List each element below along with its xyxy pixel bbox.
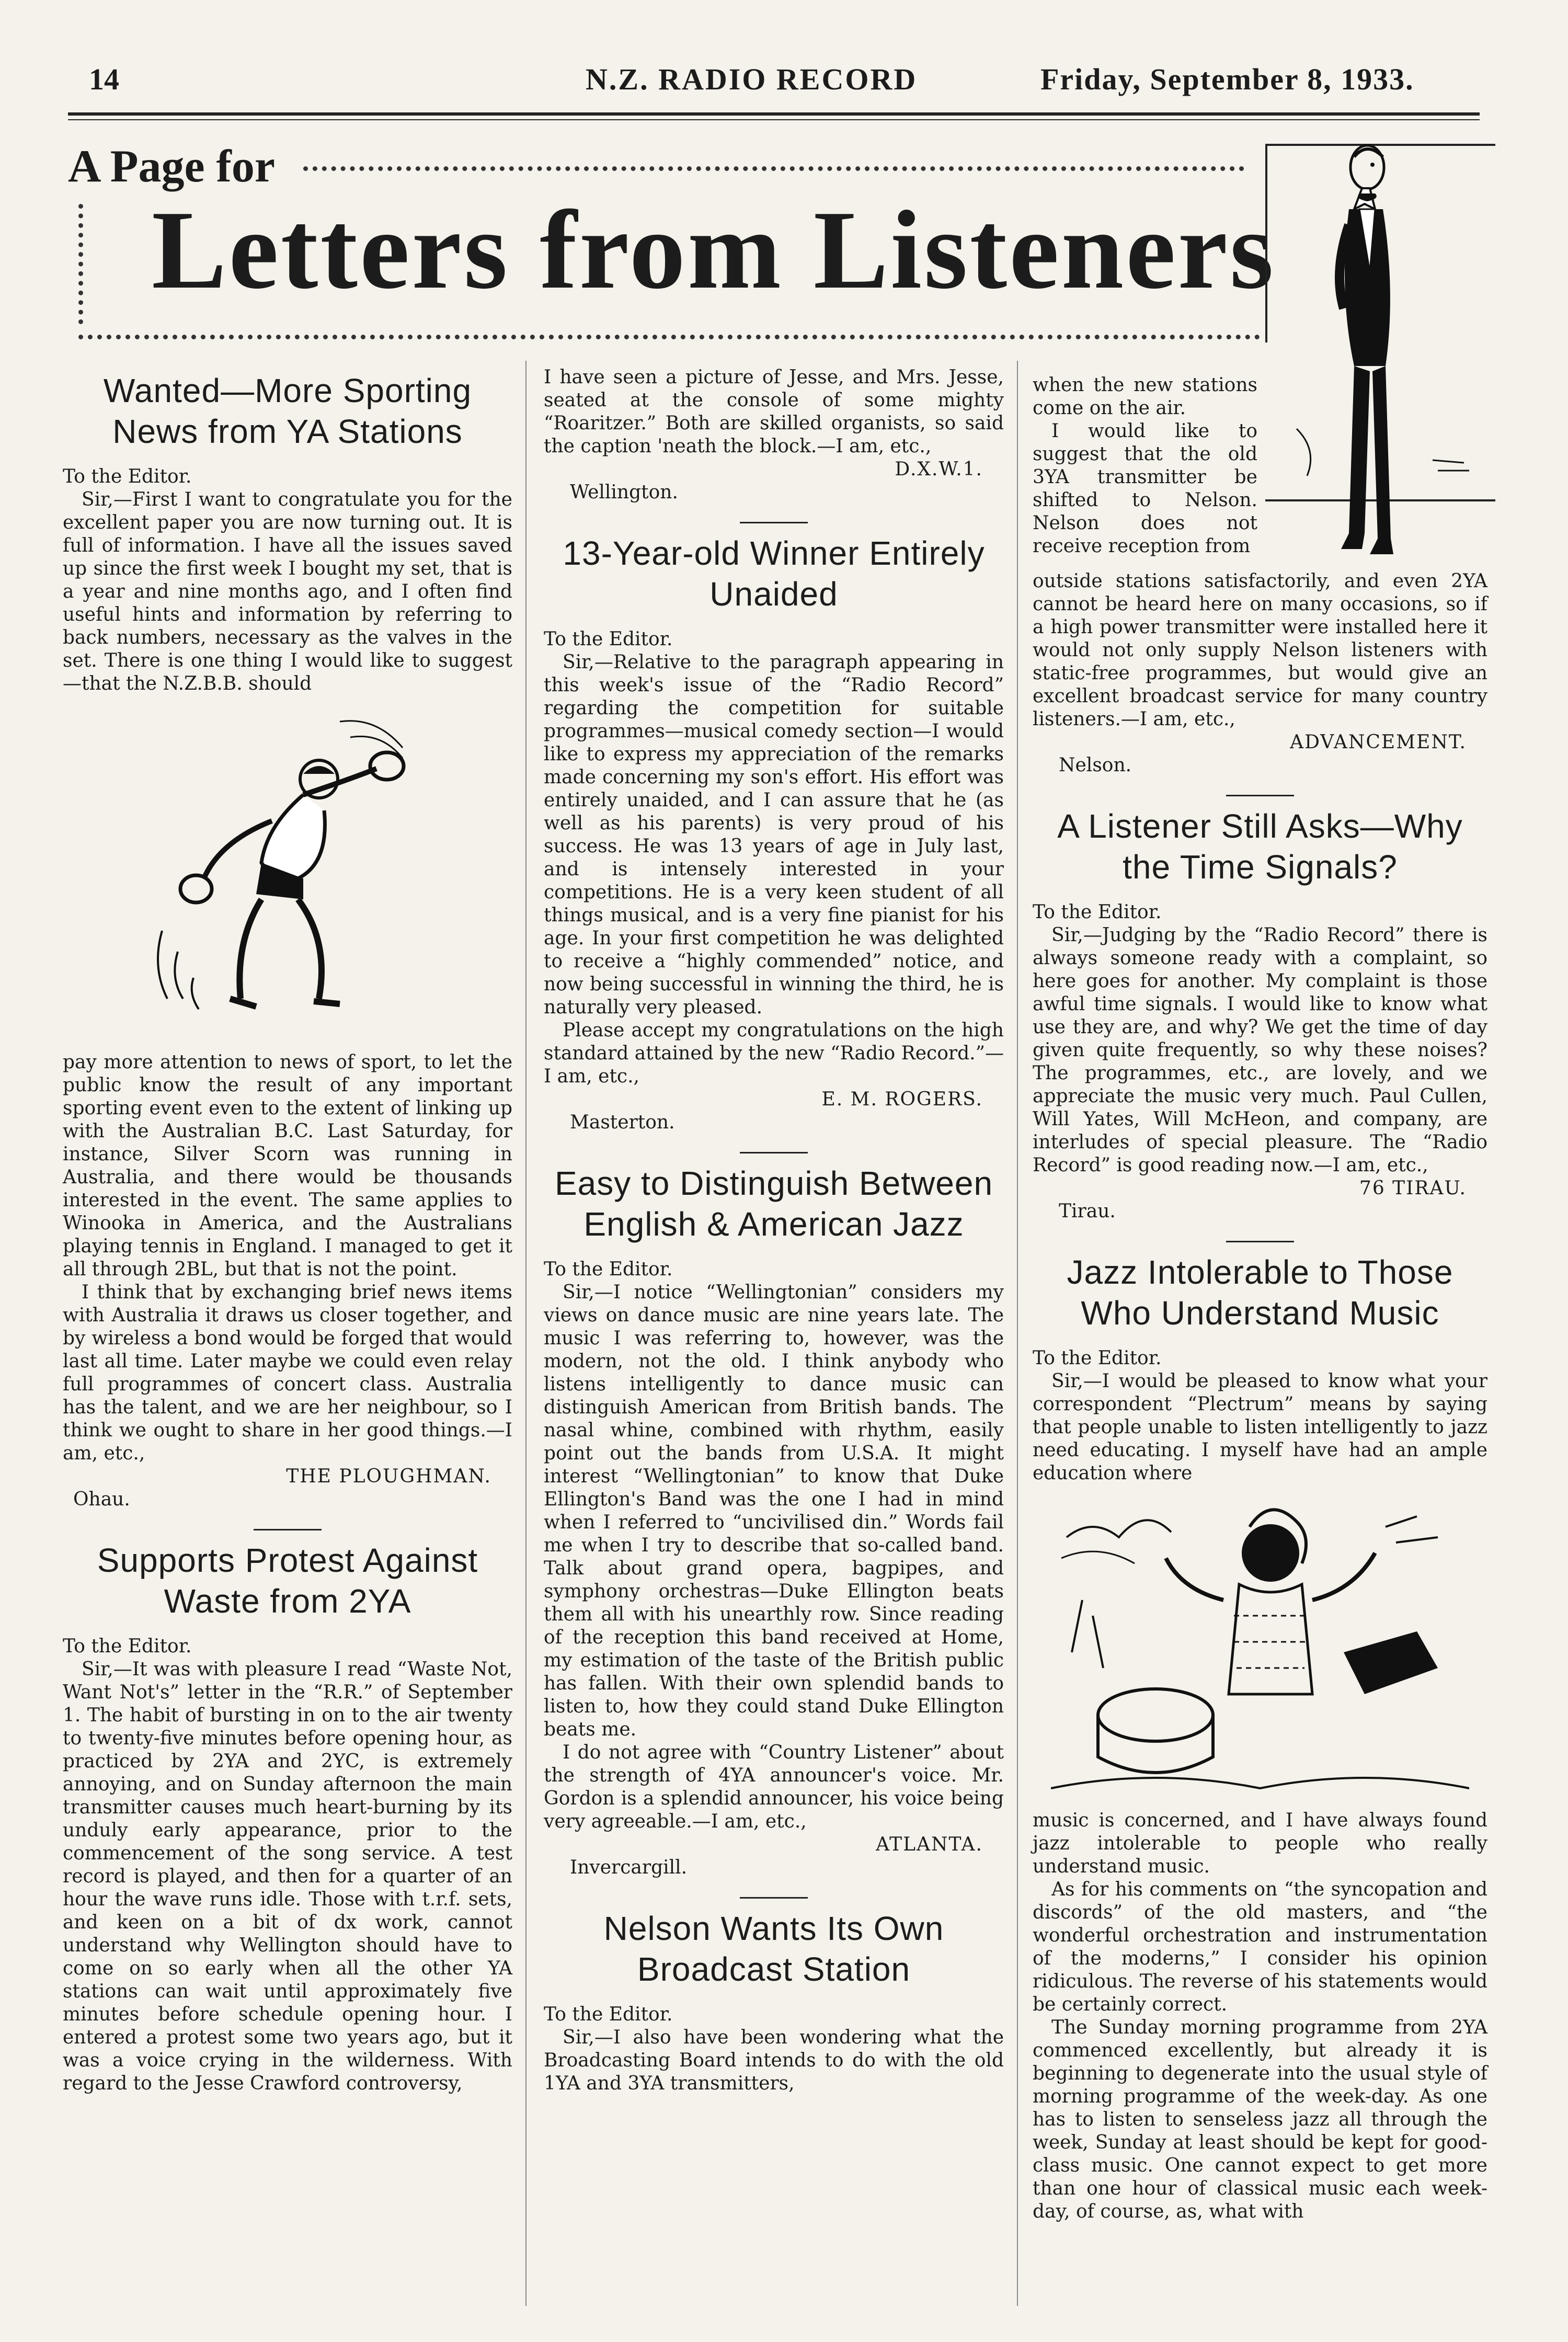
letter-6-salutation: To the Editor. [1033, 901, 1162, 923]
page-number: 14 [89, 62, 119, 96]
column-3-narrow [1033, 374, 1257, 558]
header-rule [68, 112, 1480, 116]
letter-7-salutation: To the Editor. [1033, 1347, 1162, 1369]
letter-5-place: Nelson. [1059, 755, 1132, 776]
banner-kicker: A Page for [68, 141, 275, 192]
letter-7-headline: Jazz Intolerable to Those Who Understand Music [1067, 1253, 1453, 1332]
letter-4-paragraph: Sir,—I notice “Wellingtonian” considers my views on dance music are nine years late. The music I was referring to, however, was the modern, not the old. I think anybody who listens intelligently to dance music can distinguish American from British bands. The nasal whine, combined with rhythm, easily point out the bands from U.S.A. It might interest “Wellingtonian” to know that Duke Ellington's Band was the one I had in mind when I referred to “uncivilised din.” Words fail me when I try to describe that so-called band. Talk about grand opera, bagpipes, and symphony orchestras—Duke Ellington beats them all with his unearthly row. Since reading of the reception this band received at Home, my estimation of the taste of the British public has fallen. With their own splendid bands to listen to, how they could stand Duke Ellington beats me. [544, 1282, 1004, 1740]
letter-5-continuation: I would like to suggest that the old 3YA transmitter be shifted to Nelson. Nelson does not receive reception from [1033, 420, 1257, 557]
listener-gentleman-illustration [1276, 136, 1495, 586]
letter-4-headline: Easy to Distinguish Between English & American Jazz [554, 1164, 993, 1243]
banner-title: Letters from Listeners [152, 187, 1276, 312]
banner-frame-left [1265, 144, 1267, 342]
letter-3-signature: E. M. ROGERS. [821, 1089, 983, 1110]
letter-2-paragraph: Sir,—It was with pleasure I read “Waste Not, Want Not's” letter in the “R.R.” of September 1. The habit of bursting in on to the air twenty to twenty-five minutes before opening hour, as practiced by 2YA and 2YC, is extremely annoying, and on Sunday afternoon the main transmitter causes much heart-burning by its unduly early appearance, prior to the commencement of the song service. A test record is played, and then for a quarter of an hour the wave runs idle. Those with t.r.f. sets, and keen on a bit of dx work, cannot understand why Wellington should have to come on so early when all the other YA stations can wait until approximately five minutes before schedule opening hour. I entered a protest some two years ago, but it was a voice crying in the wilderness. With regard to the Jesse Crawford controversy, [63, 1659, 512, 2094]
letter-2-headline: Supports Protest Against Waste from 2YA [97, 1541, 478, 1620]
letter-2-salutation: To the Editor. [63, 1636, 192, 1657]
letter-2-place: Wellington. [570, 482, 678, 503]
header-rule-thin [68, 119, 1480, 120]
letter-2-signature: D.X.W.1. [895, 459, 983, 480]
letter-7-paragraph: The Sunday morning programme from 2YA commenced excellently, but already it is beginning to degenerate into the usual style of morning programme of the week-day. As one has to listen to senseless jazz all through the week, Sunday at least should be kept for good-class music. One cannot expect to get more than one hour of classical music each week-day, of course, as, what with [1033, 2017, 1487, 2222]
column-divider [1017, 361, 1018, 2306]
letter-6-signature: 76 TIRAU. [1359, 1178, 1467, 1199]
letter-7-paragraph: As for his comments on “the syncopation and discords” of the old masters, and “the wonderful orchestration and instrumentation of the moderns,” I consider his opinion ridiculous. The reverse of his statements would be certainly correct. [1033, 1879, 1487, 2015]
letter-1-paragraph: pay more attention to news of sport, to let the public know the result of any important sporting event even to the extent of linking up with the Australian B.C. Last Saturday, for instance, Silver Scorn was running in Australia, and there would be thousands interested in the event. The same applies to Winooka in America, and the Australians playing tennis in England. I managed to get it all through 2BL, but that is not the point. [63, 1052, 512, 1280]
jazz-band-illustration [1051, 1495, 1469, 1799]
letter-1-salutation: To the Editor. [63, 466, 192, 487]
letter-5-salutation: To the Editor. [544, 2004, 673, 2025]
letter-6-headline: A Listener Still Asks—Why the Time Signals? [1057, 807, 1463, 886]
publication-name: N.Z. RADIO RECORD [586, 62, 918, 96]
letter-1-headline: Wanted—More Sporting News from YA Stations [103, 372, 472, 450]
letter-2-continuation: I have seen a picture of Jesse, and Mrs. Jesse, seated at the console of some mighty “Roaritzer.” Both are skilled organists, so said the caption 'neath the block.—I am, etc., [544, 367, 1004, 457]
separator-rule [740, 1897, 808, 1899]
letter-5-continuation: outside stations satisfactorily, and even 2YA cannot be heard here on many occasions, so if a high power transmitter were installed here it would not only supply Nelson listeners with static-free programmes, but would give an excellent broadcast service for many country listeners.—I am, etc., [1033, 570, 1487, 730]
letter-4-place: Invercargill. [570, 1857, 688, 1878]
letter-4-paragraph: I do not agree with “Country Listener” about the strength of 4YA announcer's voice. Mr. Gordon is a splendid announcer, his voice being very agreeable.—I am, etc., [544, 1742, 1004, 1832]
letter-5-paragraph: Sir,—I also have been wondering what the Broadcasting Board intends to do with the old 1YA and 3YA transmitters, [544, 2027, 1004, 2094]
column-divider [525, 361, 527, 2306]
letter-7-paragraph: music is concerned, and I have always found jazz intolerable to people who really understand music. [1033, 1810, 1487, 1877]
banner-dotted-rule-bottom [78, 335, 1260, 339]
letter-1-paragraph: I think that by exchanging brief news items with Australia it draws us closer together, and by wireless a bond would be forged that would last all time. Later maybe we could even relay full programmes of concert class. Australia has the talent, and we are her neighbour, so I think we ought to share in her good things.—I am, etc., [63, 1282, 512, 1464]
letter-4-signature: ATLANTA. [876, 1834, 983, 1855]
banner-dotted-rule-top [303, 166, 1244, 171]
letter-3-paragraph: Sir,—Relative to the paragraph appearing in this week's issue of the “Radio Record” regarding the competition for suitable programmes—musical comedy section—I would like to express my appreciation of the remarks made concerning my son's effort. His effort was entirely unaided, and I can assure that he (as well as his parents) is very proud of his success. He was 13 years of age in July last, and is intensely interested in your competitions. He is a very keen student of all things musical, and is a very fine pianist for his age. In your first competition he was delighted to receive a “highly commended” notice, and now being successful in winning the third, he is naturally very pleased. [544, 652, 1004, 1018]
issue-date: Friday, September 8, 1933. [1040, 62, 1414, 96]
letter-3-headline: 13-Year-old Winner Entirely Unaided [563, 534, 985, 613]
letter-3-paragraph: Please accept my congratulations on the high standard attained by the new “Radio Record.”—I am, etc., [544, 1020, 1004, 1087]
letter-6-place: Tirau. [1059, 1201, 1116, 1222]
column-3 [1033, 570, 1487, 2223]
separator-rule [1226, 795, 1294, 796]
letter-5-continuation: when the new stations come on the air. [1033, 374, 1257, 419]
letter-1-place: Ohau. [73, 1489, 130, 1510]
letter-1-paragraph: Sir,—First I want to congratulate you for the excellent paper you are now turning out. It is full of information. I have all the issues saved up since the first week I bought my set, that is a year and nine months ago, and I often find useful hints and information by referring to back numbers, necessary as the valves in the set. There is one thing I would like to suggest—that the N.Z.B.B. should [63, 489, 512, 694]
separator-rule [740, 522, 808, 523]
column-1 [63, 361, 512, 2095]
separator-rule [1226, 1241, 1294, 1242]
letter-5-headline: Nelson Wants Its Own Broadcast Station [603, 1910, 944, 1988]
banner-dotted-rule-left [78, 204, 83, 324]
letter-5-signature: ADVANCEMENT. [1290, 732, 1467, 753]
letter-4-salutation: To the Editor. [544, 1259, 673, 1280]
letter-3-salutation: To the Editor. [544, 629, 673, 650]
boxer-illustration [131, 706, 444, 1041]
letter-7-paragraph: Sir,—I would be pleased to know what your correspondent “Plectrum” means by saying that people unable to listen intelligently to jazz need educating. I myself have had an ample education where [1033, 1370, 1487, 1484]
column-2 [544, 366, 1004, 2095]
letter-1-signature: THE PLOUGHMAN. [286, 1466, 491, 1487]
separator-rule [740, 1152, 808, 1153]
letter-3-place: Masterton. [570, 1112, 675, 1133]
letter-6-paragraph: Sir,—Judging by the “Radio Record” there is always someone ready with a complaint, so here goes for another. My complaint is those awful time signals. I would like to know what use they are, and why? We get the time of day given quite frequently, so why these noises? The programmes, etc., are lovely, and we appreciate the music very much. Paul Cullen, Will Yates, Will McHeon, and company, are interludes of special pleasure. The “Radio Record” is good reading now.—I am, etc., [1033, 924, 1487, 1176]
separator-rule [254, 1529, 322, 1530]
